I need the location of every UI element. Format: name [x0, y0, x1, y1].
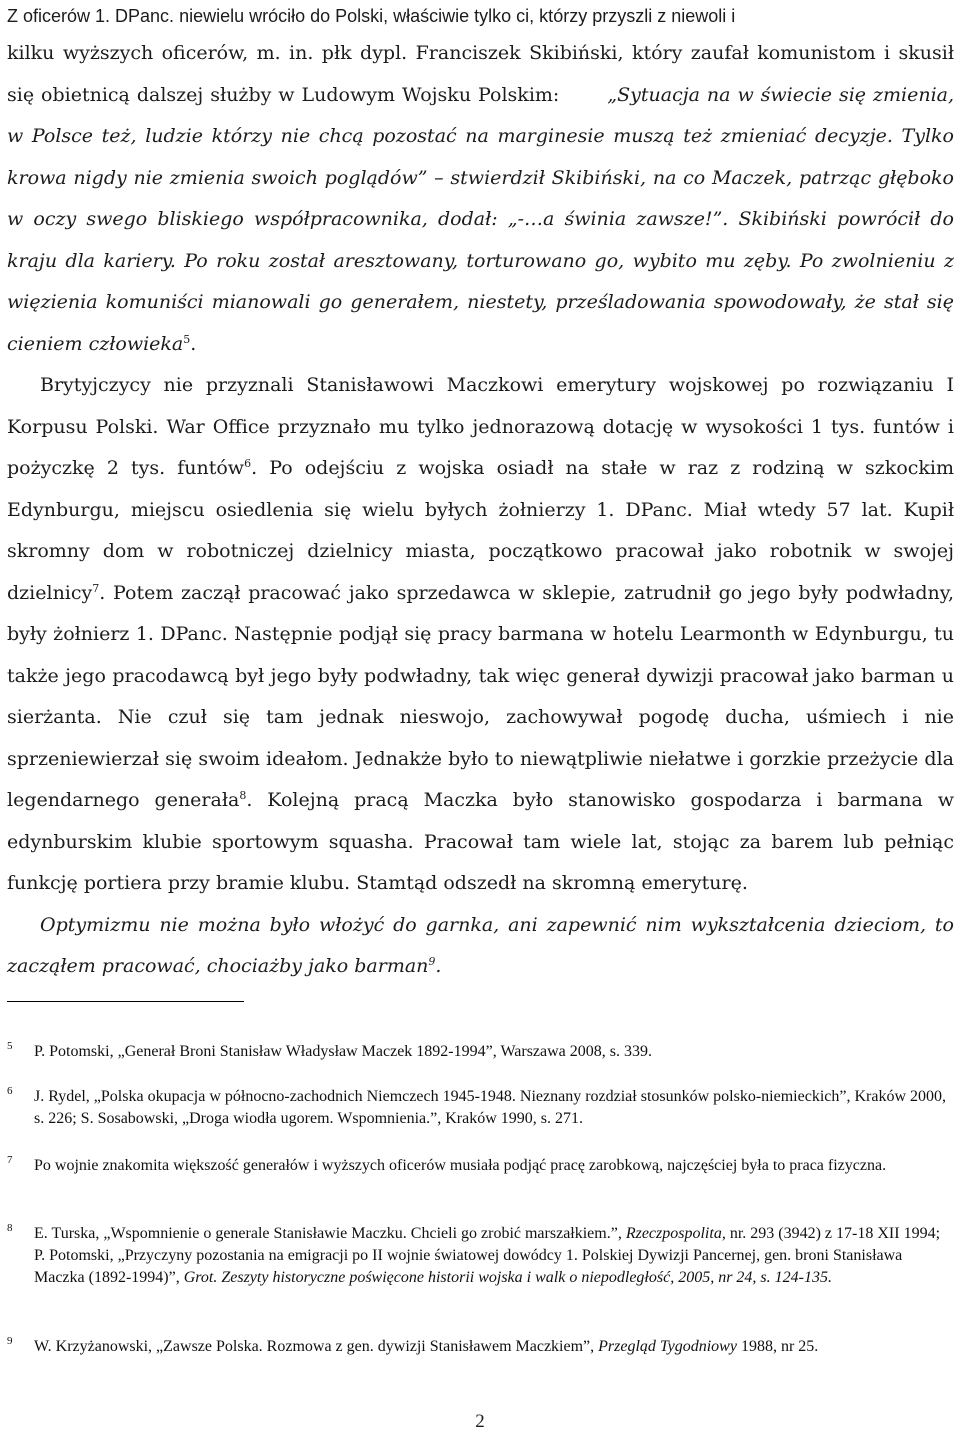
footnote-number: 5	[7, 1040, 13, 1052]
footnote-ref-9: 9	[428, 955, 436, 968]
footnote-text	[7, 1223, 954, 1289]
footnote-text: J. Rydel, „Polska okupacja w północno-zachodnich Niemczech 1945-1948. Nieznany rozdział stosunków polsko-niemieckich”, Kraków 2000, s. 226; S. Sosabowski, „Droga wiodła ugorem. Wspomnienia.”, Kraków 1990, s. 271.	[34, 1088, 946, 1127]
footnote-separator	[7, 1001, 244, 1002]
paragraph-text: . Kolejną pracą Maczka było stanowisko gospodarza i barmana w edynburskim klubie sportowym squasha. Pracował tam wiele lat, stojąc za barem lub pełniąc funkcję portiera przy bramie klubu. Stamtąd odszedł na skromną emeryturę.	[7, 789, 954, 894]
footnote-number: 6	[7, 1085, 13, 1097]
footnote-ref-5: 5	[183, 332, 191, 346]
paragraph-emigration	[7, 365, 954, 905]
page-number: 2	[475, 1411, 485, 1432]
paragraph-text: . Potem zaczął pracować jako sprzedawca w sklepie, zatrudnił go jego były podwładny, były żołnierz 1. DPanc. Następnie podjął się pracy barmana w hotelu Learmonth w Edynburgu, tu także jego pracodawcą był jego były podwładny, tak więc generał dywizji pracował jako barman u sierżanta. Nie czuł się tam jednak nieswojo, zachowywał pogodę ducha, uśmiech i nie sprzeniewierzał się swoim ideałom. Jednakże było to niewątpliwie niełatwe i gorzkie przeżycie dla legendarnego generała	[7, 581, 954, 811]
journal-title: Rzeczpospolita,	[625, 1225, 726, 1242]
main-text	[7, 33, 954, 988]
footnote-number: 8	[7, 1222, 13, 1234]
quote-text: Optymizmu nie można było włożyć do garnka, ani zapewnić nim wykształcenia dzieciom, to zacząłem pracować, chociażby jako barman	[7, 913, 954, 977]
footnote-text-part: 1988, nr 25.	[736, 1338, 819, 1355]
paragraph-text: Brytyjczycy nie przyznali Stanisławowi Maczkowi emerytury wojskowej po rozwiązaniu I Korpusu Polski. War Office przyznało mu tylko jednorazową dotację w wysokości 1 tys. funtów i pożyczkę 2 tys. funtów	[7, 374, 954, 479]
paragraph-quote-maczek	[7, 905, 954, 988]
paragraph-skibinski	[7, 33, 954, 365]
journal-title: Grot. Zeszyty historyczne poświęcone historii wojska i walk o niepodległość, 2005, nr 24, s. 124-135.	[183, 1269, 832, 1286]
footnote-ref-6: 6	[244, 457, 252, 470]
footnote-text: P. Potomski, „Generał Broni Stanisław Władysław Maczek 1892-1994”, Warszawa 2008, s. 339.	[34, 1043, 653, 1060]
footnote-7	[7, 1155, 954, 1177]
footnote-number: 7	[7, 1154, 13, 1166]
footnote-text-part: E. Turska, „Wspomnienie o generale Stanisławie Maczku. Chcieli go zrobić marszałkiem.”,	[34, 1225, 626, 1242]
footnote-text: Po wojnie znakomita większość generałów i wyższych oficerów musiała podjąć pracę zarobkową, najczęściej była to praca fizyczna.	[34, 1157, 887, 1174]
sentence-end: .	[435, 955, 442, 977]
sentence-end: .	[190, 332, 197, 355]
footnote-ref-7: 7	[92, 581, 100, 595]
footnote-text	[7, 1336, 954, 1358]
footnote-5	[7, 1041, 954, 1063]
footnote-text-part: W. Krzyżanowski, „Zawsze Polska. Rozmowa z gen. dywizji Stanisławem Maczkiem”,	[34, 1338, 599, 1355]
journal-title: Przegląd Tygodniowy	[598, 1338, 737, 1355]
footnote-number: 9	[7, 1335, 13, 1347]
paragraph-text: kilku wyższych oficerów, m. in. płk dypl. Franciszek Skibiński, który zaufał komunistom i skusił się obietnicą dalszej służby w Ludowym Wojsku Polskim:	[7, 42, 954, 106]
footnote-text-part: nr. 293 (3942) z 17-18 XII 1994; P. Potomski, „Przyczyny pozostania na emigracji po II wojnie światowej dowódcy 1. Polskiej Dywizji Pancernej, gen. broni Stanisława Maczka (1892-1994)”,	[34, 1225, 941, 1286]
footnote-8	[7, 1223, 954, 1289]
first-line: Z oficerów 1. DPanc. niewielu wróciło do Polski, właściwie tylko ci, którzy przyszli z niewoli i	[7, 6, 736, 26]
paragraph-text: . Po odejściu z wojska osiadł na stałe w raz z rodziną w szkockim Edynburgu, miejscu osiedlenia się wielu byłych żołnierzy 1. DPanc. Miał wtedy 57 lat. Kupił skromny dom w robotniczej dzielnicy miasta, początkowo pracował jako robotnik w swojej dzielnicy	[7, 457, 955, 604]
footnote-9	[7, 1336, 954, 1358]
footnote-ref-8: 8	[239, 789, 247, 802]
footnote-6	[7, 1086, 954, 1130]
quote-text: „Sytuacja na w świecie się zmienia, w Polsce też, ludzie którzy nie chcą pozostać na marginesie muszą też zmieniać decyzje. Tylko krowa nigdy nie zmienia swoich poglądów” – stwierdził Skibiński, na co Maczek, patrząc głęboko w oczy swego bliskiego współpracownika, dodał: „-…a świnia zawsze!”. Skibiński powrócił do kraju dla kariery. Po roku został aresztowany, torturowano go, wybito mu zęby. Po zwolnieniu z więzienia komuniści mianowali go generałem, niestety, prześladowania spowodowały, że stał się cieniem człowieka	[7, 83, 955, 355]
